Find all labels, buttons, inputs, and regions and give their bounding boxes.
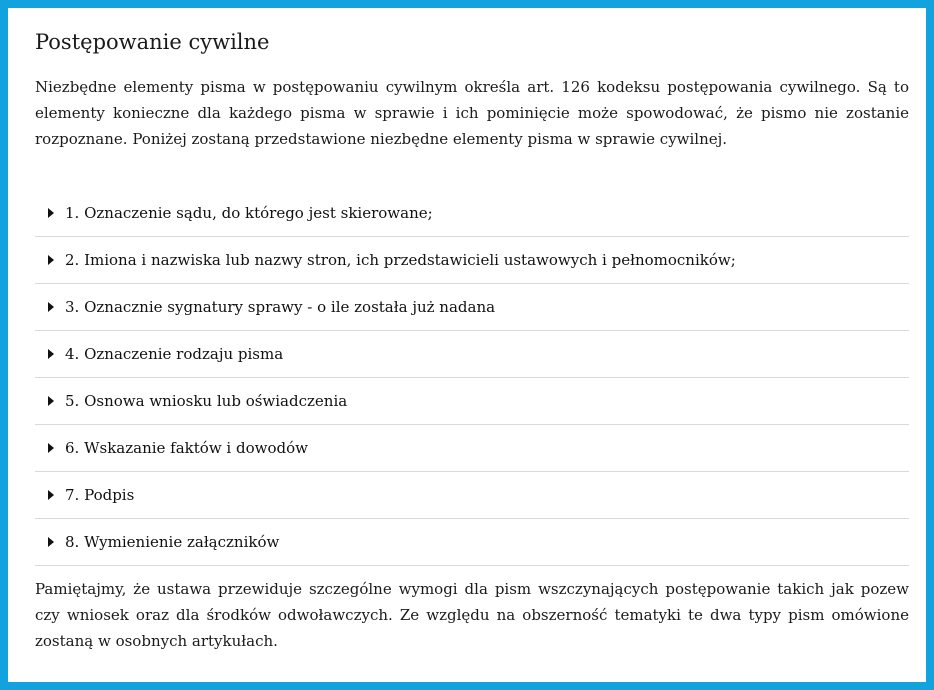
accordion-item-label: 8. Wymienienie załączników xyxy=(65,533,280,551)
elements-accordion xyxy=(35,190,909,566)
accordion-item-8[interactable] xyxy=(35,519,909,566)
accordion-item-label: 2. Imiona i nazwiska lub nazwy stron, ich przedstawicieli ustawowych i pełnomocników; xyxy=(65,251,736,269)
accordion-item-4[interactable] xyxy=(35,331,909,378)
accordion-item-label: 1. Oznaczenie sądu, do którego jest skierowane; xyxy=(65,204,433,222)
accordion-item-7[interactable] xyxy=(35,472,909,519)
accordion-item-label: 4. Oznaczenie rodzaju pisma xyxy=(65,345,284,363)
accordion-item-label: 7. Podpis xyxy=(65,486,135,504)
accordion-item-5[interactable] xyxy=(35,378,909,425)
caret-right-icon xyxy=(48,255,54,265)
accordion-item-3[interactable] xyxy=(35,284,909,331)
article xyxy=(35,26,909,654)
caret-right-icon xyxy=(48,490,54,500)
caret-right-icon xyxy=(48,396,54,406)
caret-right-icon xyxy=(48,349,54,359)
caret-right-icon xyxy=(48,443,54,453)
caret-right-icon xyxy=(48,302,54,312)
accordion-item-label: 3. Oznacznie sygnatury sprawy - o ile została już nadana xyxy=(65,298,496,316)
accordion-item-6[interactable] xyxy=(35,425,909,472)
accordion-item-2[interactable] xyxy=(35,237,909,284)
intro-paragraph: Niezbędne elementy pisma w postępowaniu cywilnym określa art. 126 kodeksu postępowania cywilnego. Są to elementy konieczne dla każdego pisma w sprawie i ich pominięcie może spowodować, że pismo nie zostanie rozpoznane. Poniżej zostaną przedstawione niezbędne elementy pisma w sprawie cywilnej. xyxy=(35,78,909,148)
caret-right-icon xyxy=(48,208,54,218)
caret-right-icon xyxy=(48,537,54,547)
accordion-item-label: 5. Osnowa wniosku lub oświadczenia xyxy=(65,392,348,410)
outro-paragraph: Pamiętajmy, że ustawa przewiduje szczególne wymogi dla pism wszczynających postępowanie takich jak pozew czy wniosek oraz dla środków odwoławczych. Ze względu na obszerność tematyki te dwa typy pism omówione zostaną w osobnych artykułach. xyxy=(35,580,909,650)
accordion-item-1[interactable] xyxy=(35,190,909,237)
page-title: Postępowanie cywilne xyxy=(35,30,270,54)
accordion-item-label: 6. Wskazanie faktów i dowodów xyxy=(65,439,308,457)
